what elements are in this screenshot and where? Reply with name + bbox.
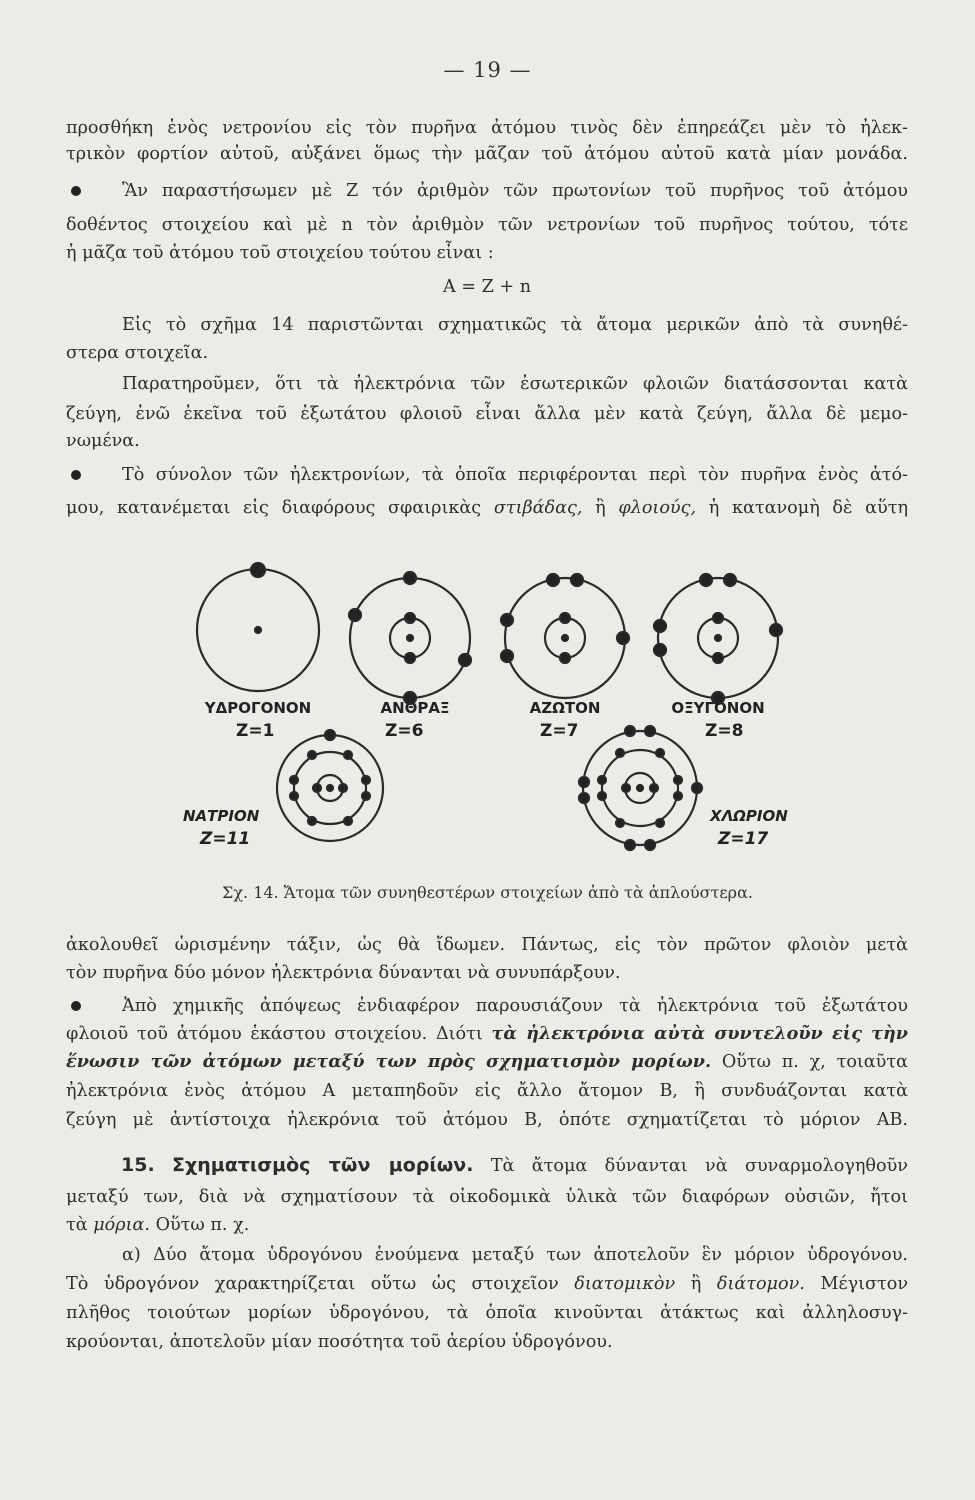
- figure-caption: Σχ. 14. Ἄτομα τῶν συνηθεστέρων στοιχείων ἀπὸ τὰ ἁπλούστερα.: [222, 883, 753, 902]
- text-line: ἡ μᾶζα τοῦ ἀτόμου τοῦ στοιχείου τούτου εἶναι :: [66, 243, 494, 263]
- oxygen-atom-icon: [654, 574, 782, 704]
- text-line: τὸν πυρῆνα δύο μόνον ἠλεκτρόνια δύνανται νὰ συνυπάρξουν.: [66, 963, 621, 983]
- text-line: Τὸ σύνολον τῶν ἠλεκτρονίων, τὰ ὁποῖα περιφέρονται περὶ τὸν πυρῆνα ἑνὸς ἀτό-: [122, 465, 908, 485]
- text-line: [66, 1023, 908, 1045]
- italic-term: διάτομον.: [716, 1274, 805, 1294]
- section-title: Σχηματισμὸς τῶν μορίων.: [172, 1154, 474, 1176]
- italic-term: στιβάδας,: [493, 498, 583, 518]
- text-line: [66, 1051, 908, 1073]
- emphasized-text: τὰ ἠλεκτρόνια αὐτὰ συντελοῦν εἰς τὴν: [491, 1023, 908, 1044]
- atom-z-label: Z=8: [705, 721, 744, 741]
- text-line: τρικὸν φορτίον αὐτοῦ, αὐξάνει ὅμως τὴν μᾶζαν τοῦ ἀτόμου αὐτοῦ κατὰ μίαν μονάδα.: [66, 144, 908, 164]
- atom-diagram-figure: [0, 560, 975, 880]
- text-line: κρούονται, ἀποτελοῦν μίαν ποσότητα τοῦ ἀερίου ὑδρογόνου.: [66, 1332, 613, 1352]
- text-line: πλῆθος τοιούτων μορίων ὑδρογόνου, τὰ ὁποῖα κινοῦνται ἀτάκτως καὶ ἀλληλοσυγ-: [66, 1303, 908, 1323]
- page-number: — 19 —: [443, 58, 532, 82]
- text-line: στερα στοιχεῖα.: [66, 343, 209, 363]
- text-span: Οὕτω π. χ, τοιαῦτα: [721, 1052, 908, 1072]
- text-span: ἡ κατανομὴ δὲ αὕτη: [708, 498, 908, 518]
- atom-name-label: ΟΞΥΓΟΝΟΝ: [671, 699, 765, 717]
- italic-term: φλοιούς,: [618, 498, 697, 518]
- atom-z-label: Z=11: [200, 829, 251, 849]
- emphasized-text: ἕνωσιν τῶν ἀτόμων μεταξύ των πρὸς σχηματισμὸν μορίων.: [66, 1051, 712, 1072]
- atom-name-label: ΝΑΤΡΙΟΝ: [183, 807, 260, 825]
- text-line: Εἰς τὸ σχῆμα 14 παριστῶνται σχηματικῶς τὰ ἄτομα μερικῶν ἀπὸ τὰ συνηθέ-: [122, 315, 908, 335]
- text-line: [66, 1214, 908, 1236]
- carbon-atom-icon: [349, 572, 471, 704]
- hydrogen-atom-icon: [197, 563, 319, 691]
- atom-name-label: ΧΛΩΡΙΟΝ: [710, 807, 788, 825]
- text-line: [66, 497, 908, 519]
- text-line: [66, 1273, 908, 1295]
- atom-name-label: ΑΝΘΡΑΞ: [380, 699, 450, 717]
- section-heading-line: [66, 1154, 908, 1177]
- text-span: τὰ: [66, 1215, 88, 1235]
- text-line: μεταξύ των, διὰ νὰ σχηματίσουν τὰ οἰκοδομικὰ ὑλικὰ τῶν διαφόρων οὐσιῶν, ἤτοι: [66, 1187, 908, 1207]
- text-span: ἢ: [595, 498, 606, 518]
- text-span: Μέγιστον: [820, 1274, 909, 1294]
- formula: A = Z + n: [442, 277, 532, 297]
- text-span: Τὰ ἄτομα δύνανται νὰ συναρμολογηθοῦν: [490, 1156, 908, 1176]
- italic-term: μόρια.: [93, 1215, 150, 1235]
- text-span: φλοιοῦ τοῦ ἀτόμου ἑκάστου στοιχείου. Διότι: [66, 1024, 483, 1044]
- text-line: ζεύγη, ἐνῶ ἐκεῖνα τοῦ ἐξωτάτου φλοιοῦ εἶναι ἄλλα μὲν κατὰ ζεύγη, ἄλλα δὲ μεμο-: [66, 404, 908, 424]
- text-line: Ἀπὸ χημικῆς ἀπόψεως ἐνδιαφέρον παρουσιάζουν τὰ ἠλεκτρόνια τοῦ ἐξωτάτου: [122, 996, 908, 1016]
- atom-name-label: ΑΖΩΤΟΝ: [529, 699, 601, 717]
- chlorine-atom-icon: [579, 726, 702, 850]
- text-span: Οὕτω π. χ.: [155, 1215, 250, 1235]
- text-line: Παρατηροῦμεν, ὅτι τὰ ἠλεκτρόνια τῶν ἐσωτερικῶν φλοιῶν διατάσσονται κατὰ: [122, 374, 908, 394]
- text-line: α) Δύο ἄτομα ὑδρογόνου ἑνούμενα μεταξύ των ἀποτελοῦν ἓν μόριον ὑδρογόνου.: [122, 1245, 908, 1265]
- text-line: προσθήκη ἑνὸς νετρονίου εἰς τὸν πυρῆνα ἀτόμου τινὸς δὲν ἐπηρεάζει μὲν τὸ ἠλεκ-: [66, 118, 908, 138]
- sodium-atom-icon: [277, 730, 383, 841]
- text-line: ζεύγη μὲ ἀντίστοιχα ἠλεκρόνια τοῦ ἀτόμου B, ὁπότε σχηματίζεται τὸ μόριον AB.: [66, 1110, 908, 1130]
- atom-z-label: Z=6: [385, 721, 424, 741]
- atom-z-label: Z=17: [718, 829, 769, 849]
- section-number: 15.: [121, 1154, 155, 1176]
- text-span: Τὸ ὑδρογόνον χαρακτηρίζεται οὕτω ὡς στοιχεῖον: [66, 1274, 559, 1294]
- text-line: ἠλεκτρόνια ἑνὸς ἀτόμου A μεταπηδοῦν εἰς ἄλλο ἄτομον B, ἢ συνδυάζονται κατὰ: [66, 1081, 908, 1101]
- nitrogen-atom-icon: [501, 574, 629, 698]
- atom-z-label: Z=1: [236, 721, 275, 741]
- text-line: νωμένα.: [66, 431, 140, 451]
- text-line: δοθέντος στοιχείου καὶ μὲ n τὸν ἀριθμὸν τῶν νετρονίων τοῦ πυρῆνος τούτου, τότε: [66, 215, 908, 235]
- italic-term: διατομικὸν: [574, 1274, 676, 1294]
- atom-name-label: ΥΔΡΟΓΟΝΟΝ: [204, 699, 312, 717]
- text-line: ἀκολουθεῖ ὡρισμένην τάξιν, ὡς θὰ ἴδωμεν. Πάντως, εἰς τὸν πρῶτον φλοιὸν μετὰ: [66, 935, 908, 955]
- text-span: ἢ: [690, 1274, 702, 1294]
- text-span: μου, κατανέμεται εἰς διαφόρους σφαιρικὰς: [66, 498, 482, 518]
- text-line: Ἂν παραστήσωμεν μὲ Z τόν ἀριθμὸν τῶν πρωτονίων τοῦ πυρῆνος τοῦ ἀτόμου: [122, 181, 908, 201]
- atom-z-label: Z=7: [540, 721, 579, 741]
